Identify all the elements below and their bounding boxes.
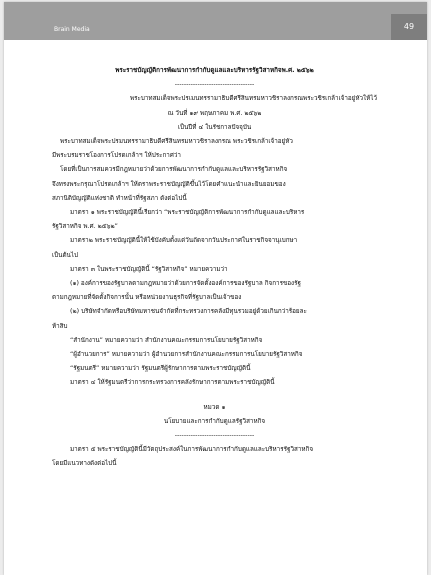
intro-line-2: ณ วันที่ ๑๙ พฤษภาคม พ.ศ. ๒๕๖๒ <box>167 109 262 117</box>
section-3-item-2-line-1: (๒) บริษัทจำกัดหรือบริษัทมหาชนจำกัดที่กระทรวงการคลังมีทุนรวมอยู่ด้วยเกินกว่าร้อยละ <box>70 308 307 316</box>
preamble-line-2: มีพระบรมราชโองการโปรดเกล้าฯ ให้ประกาศว่า <box>52 152 181 160</box>
section-4-line: มาตรา ๔ ให้รัฐมนตรีว่าการกระทรวงการคลังรักษาการตามพระราชบัญญัตินี้ <box>70 379 275 387</box>
intro-line-1: พระบาทสมเด็จพระปรเมนทรรามาธิบดีศรีสินทรมหาวชิราลงกรณพระวชิรเกล้าเจ้าอยู่หัวให้ไว้ <box>129 95 377 103</box>
page-header <box>4 2 427 40</box>
section-3-item-2-line-2: ห้าสิบ <box>52 322 68 330</box>
section-5-line-1: มาตรา ๕ พระราชบัญญัตินี้มีวัตถุประสงค์ในการพัฒนาการกำกับดูแลและบริหารรัฐวิสาหกิจ <box>70 446 314 454</box>
chapter-label: หมวด ๑ <box>203 403 226 411</box>
preamble-line-5: สภานิติบัญญัติแห่งชาติ ทำหน้าที่รัฐสภา ดังต่อไปนี้ <box>52 194 187 202</box>
document-title: พระราชบัญญัติการพัฒนาการกำกับดูแลและบริหารรัฐวิสาหกิจพ.ศ. ๒๕๖๒ <box>115 67 314 74</box>
definition-minister: “รัฐมนตรี” หมายความว่า รัฐมนตรีผู้รักษาการตามพระราชบัญญัตินี้ <box>70 365 251 373</box>
document-page <box>4 2 427 575</box>
document-body <box>52 64 377 472</box>
definition-office: “สำนักงาน” หมายความว่า สำนักงานคณะกรรมการนโยบายรัฐวิสาหกิจ <box>70 336 263 344</box>
definition-director: “ผู้อำนวยการ” หมายความว่า ผู้อำนวยการสำนักงานคณะกรรมการนโยบายรัฐวิสาหกิจ <box>70 351 303 359</box>
section-2-line-1: มาตรา๒ พระราชบัญญัตินี้ให้ใช้บังคับตั้งแต่วันถัดจากวันประกาศในราชกิจจานุเบกษา <box>70 237 298 245</box>
section-1-line-1: มาตรา ๑ พระราชบัญญัตินี้เรียกว่า “พระราชบัญญัติการพัฒนาการกำกับดูแลและบริหาร <box>70 209 305 217</box>
section-3-item-1-line-2: ตามกฎหมายที่จัดตั้งกิจการนั้น หรือหน่วยงานธุรกิจที่รัฐบาลเป็นเจ้าของ <box>52 294 242 302</box>
page-number-badge: 49 <box>391 14 427 40</box>
preamble-line-4: จึงทรงพระกรุณาโปรดเกล้าฯ ให้ตราพระราชบัญญัติขึ้นไว้โดยคำแนะนำและยินยอมของ <box>52 180 286 188</box>
chapter-title: นโยบายและการกำกับดูแลรัฐวิสาหกิจ <box>163 417 266 425</box>
section-5-line-2: โดยมีแนวทางดังต่อไปนี้ <box>52 460 117 468</box>
section-2-line-2: เป็นต้นไป <box>52 251 79 259</box>
section-3-line: มาตรา ๓ ในพระราชบัญญัตินี้ “รัฐวิสาหกิจ” หมายความว่า <box>70 265 228 273</box>
preamble-line-3: โดยที่เป็นการสมควรมีกฎหมายว่าด้วยการพัฒนาการกำกับดูแลและบริหารรัฐวิสาหกิจ <box>60 166 288 174</box>
title-divider: ----------------------------------- <box>174 81 255 89</box>
intro-line-3: เป็นปีที่ ๔ ในรัชกาลปัจจุบัน <box>177 123 252 131</box>
chapter-divider: ----------------------------------- <box>174 432 255 440</box>
brand-label: Brain Media <box>54 26 90 33</box>
section-3-item-1-line-1: (๑) องค์การของรัฐบาลตามกฎหมายว่าด้วยการจัดตั้งองค์การของรัฐบาล กิจการของรัฐ <box>70 280 301 288</box>
preamble-line-1: พระบาทสมเด็จพระปรมนทรรามาธิบดีศรีสินทรมหาวชิราลงกรณ พระวชิรเกล้าเจ้าอยู่หัว <box>60 138 293 146</box>
section-1-line-2: รัฐวิสาหกิจ พ.ศ. ๒๕๖๒” <box>52 223 118 231</box>
